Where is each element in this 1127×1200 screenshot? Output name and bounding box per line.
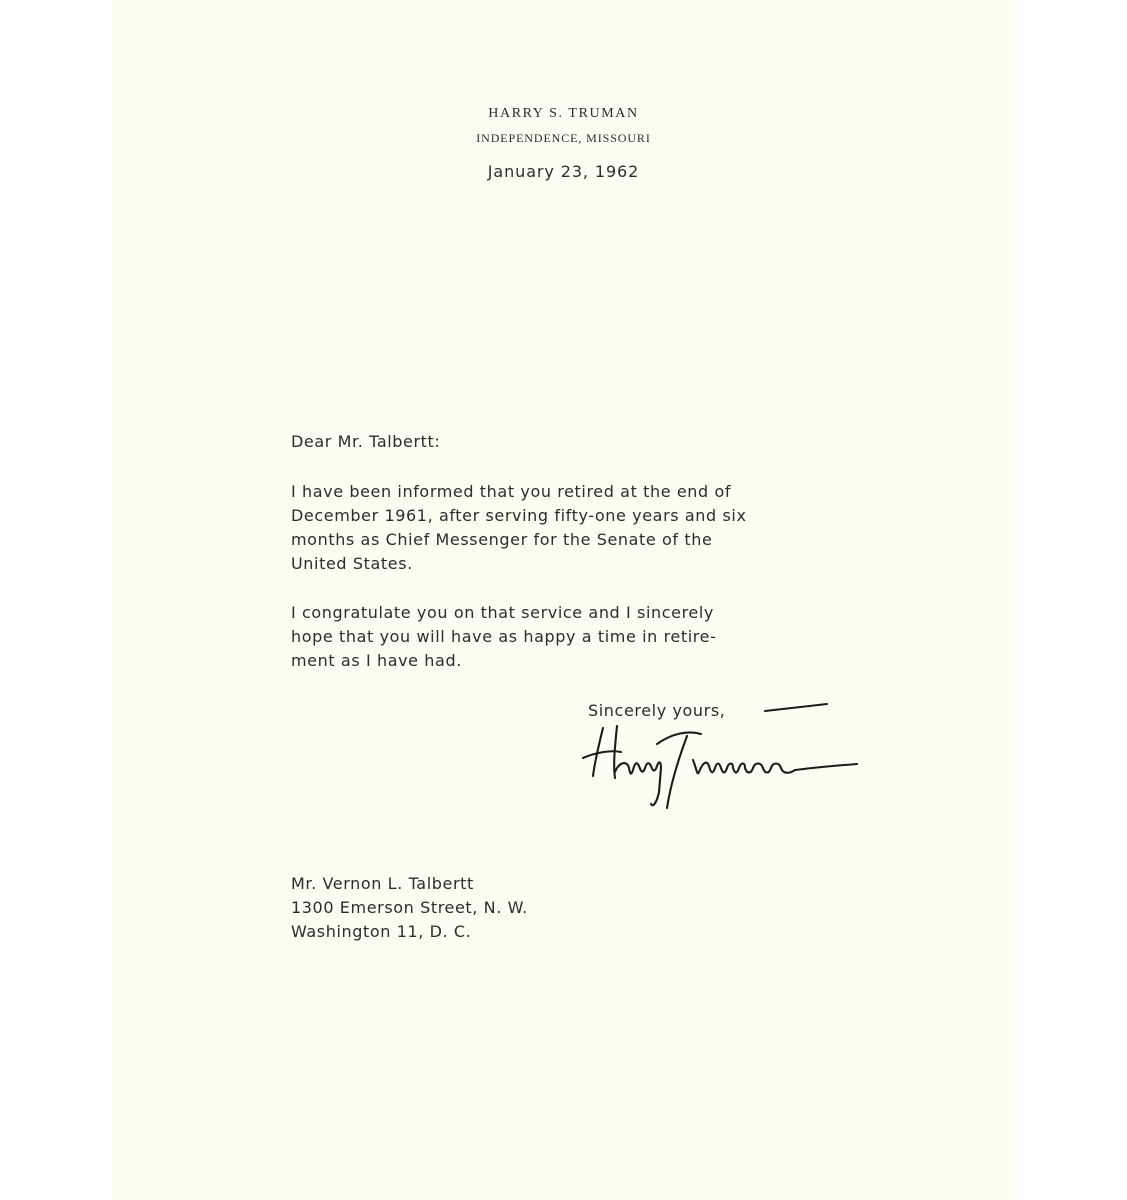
closing: Sincerely yours, <box>588 701 726 720</box>
signature <box>575 696 875 816</box>
letterhead-place: INDEPENDENCE, MISSOURI <box>476 131 651 145</box>
address-line: Washington 11, D. C. <box>291 922 472 941</box>
salutation: Dear Mr. Talbertt: <box>291 432 441 451</box>
paragraph1-line: December 1961, after serving fifty-one years and six <box>291 506 747 525</box>
address-line: 1300 Emerson Street, N. W. <box>291 898 528 917</box>
paragraph2-line: ment as I have had. <box>291 651 462 670</box>
paragraph2-line: hope that you will have as happy a time in retire- <box>291 627 717 646</box>
paragraph1-line: months as Chief Messenger for the Senate of the <box>291 530 713 549</box>
letter-date: January 23, 1962 <box>487 162 640 181</box>
address-line: Mr. Vernon L. Talbertt <box>291 874 474 893</box>
letterhead-name: HARRY S. TRUMAN <box>488 106 639 121</box>
paragraph1-line: I have been informed that you retired at the end of <box>291 482 732 501</box>
paragraph2-line: I congratulate you on that service and I sincerely <box>291 603 714 622</box>
paragraph1-line: United States. <box>291 554 413 573</box>
